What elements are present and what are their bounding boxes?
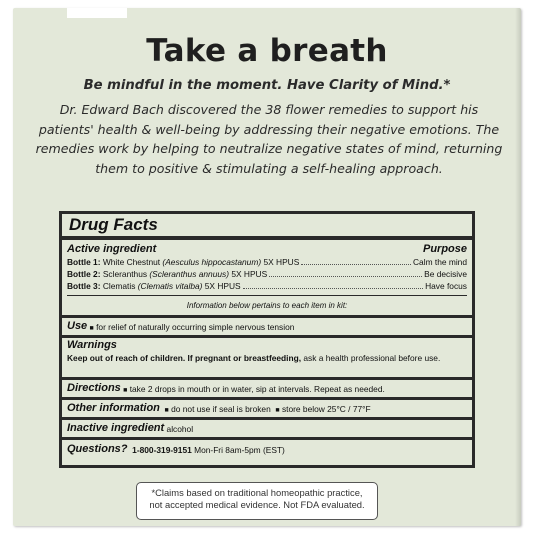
headline-title: Take a breath [146,33,388,69]
ingredient-name: White Chestnut [102,257,161,267]
ingredient-name: Scleranthus [102,269,148,279]
questions-heading: Questions? [67,443,128,455]
ingredient-latin: (Aesculus hippocastanum) [162,257,262,267]
use-text: for relief of naturally occurring simple nervous tension [96,322,295,332]
tagline: Be mindful in the moment. Have Clarity of Mind.* [83,78,451,93]
other-info-heading: Other information [67,402,160,414]
divider [67,295,467,296]
drug-facts-title: Drug Facts [69,215,158,234]
warnings-text [67,354,467,364]
ingredient-row-1 [67,257,467,267]
claims-line-2: not accepted medical evidence. Not FDA evaluated. [149,499,365,511]
directions-heading: Directions [67,382,121,394]
warnings-heading [67,339,467,351]
drug-facts-panel [59,211,475,468]
ingredient-latin: (Clematis vitalba) [137,281,203,291]
other-info-item-2: store below 25°C / 77°F [281,404,371,414]
other-info-item-1: do not use if seal is broken [171,404,271,414]
ingredient-purpose: Be decisive [424,269,467,279]
use-section: Use ■ for relief of naturally occurring simple nervous tension [67,320,295,332]
kit-note: Information below pertains to each item in kit: [186,301,348,310]
claims-disclaimer-box [136,482,378,520]
bottle-label: Bottle 2: [67,269,101,279]
section-rule [62,377,472,380]
inactive-text: alcohol [166,424,194,434]
ingredient-row-3 [67,281,467,291]
inactive-heading: Inactive ingredient [67,422,165,434]
active-ingredient-heading: Active ingredient [67,243,157,255]
section-rule [62,437,472,440]
description-paragraph: Dr. Edward Bach discovered the 38 flower remedies to support his patients' health & well-being by addressing their negative emotions. The remedies work by helping to neutralize negative states of mind, returning them to positive & stimulating a self-healing approach. [35,102,503,176]
ingredient-strength: 5X HPUS [231,269,268,279]
section-rule [62,315,472,318]
box-tab-notch [67,8,127,18]
ingredient-name: Clematis [102,281,136,291]
warnings-body-text: ask a health professional before use. [303,353,441,363]
phone-number: 1-800-319-9151 [132,445,192,455]
ingredient-strength: 5X HPUS [204,281,241,291]
section-rule [62,335,472,338]
warnings-bold-text: Keep out of reach of children. If pregnant or breastfeeding, [67,353,302,363]
other-info-section: Other information ■ do not use if seal is broken ■ store below 25°C / 77°F [67,402,371,414]
ingredient-row-2 [67,269,467,279]
directions-text: take 2 drops in mouth or in water, sip at intervals. Repeat as needed. [129,384,385,394]
bottle-label: Bottle 3: [67,281,101,291]
claims-line-1: *Claims based on traditional homeopathic practice, [151,487,363,498]
purpose-heading: Purpose [422,243,467,255]
ingredient-purpose: Calm the mind [413,257,467,267]
ingredient-strength: 5X HPUS [263,257,300,267]
bottle-label: Bottle 1: [67,257,101,267]
ingredient-purpose: Have focus [425,281,467,291]
section-rule [62,397,472,400]
package-back-panel [13,8,521,526]
active-ingredient-header [67,243,467,255]
warnings-heading-text: Warnings [67,339,117,351]
hours-text: Mon-Fri 8am-5pm (EST) [194,445,285,455]
directions-section: Directions ■ take 2 drops in mouth or in water, sip at intervals. Repeat as needed. [67,382,385,394]
ingredient-latin: (Scleranthus annuus) [149,269,229,279]
inactive-section [67,422,467,434]
use-heading: Use [67,320,88,332]
section-rule [62,417,472,420]
questions-section [67,443,467,455]
title-rule [62,236,472,240]
